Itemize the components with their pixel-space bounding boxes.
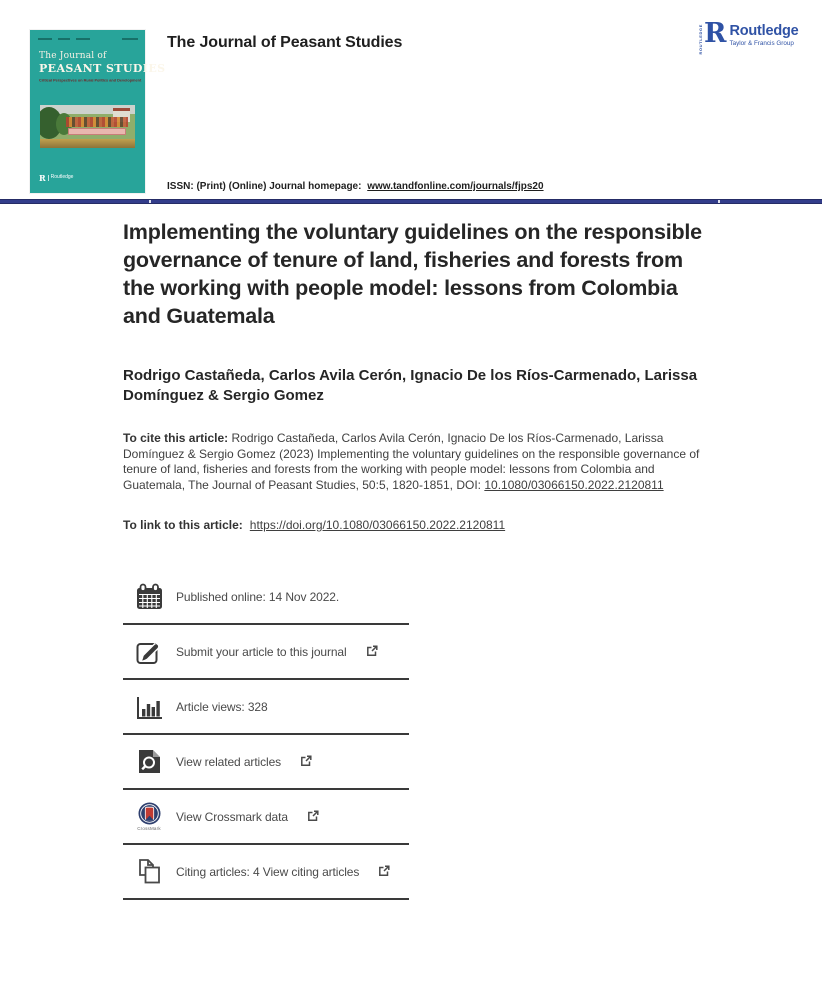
cite-label: To cite this article: (123, 431, 229, 445)
taylor-francis-logo (698, 18, 799, 55)
routledge-vertical-text: ROUTLEDGE (698, 24, 703, 55)
related-articles-label[interactable]: View related articles (176, 754, 282, 769)
external-link-icon (378, 864, 390, 882)
external-link-icon (307, 809, 319, 827)
article-title: Implementing the voluntary guidelines on the responsible governance of tenure of land, fisheries and forests from the working with people model: lessons from Colombia and Guatemala (123, 220, 702, 328)
routledge-r-icon: R (704, 18, 727, 49)
submit-article-row[interactable] (123, 625, 409, 680)
crossmark-caption: CrossMark (137, 826, 161, 831)
doi-link[interactable]: 10.1080/03066150.2022.2120811 (484, 477, 664, 492)
crossmark-row[interactable] (123, 790, 409, 845)
issn-label: ISSN: (Print) (Online) Journal homepage: (167, 181, 362, 192)
doi-url-link[interactable]: https://doi.org/10.1080/03066150.2022.2120811 (249, 518, 506, 532)
copy-pages-icon (135, 858, 163, 885)
article-views-row (123, 680, 409, 735)
issn-homepage-line (167, 181, 544, 192)
journal-homepage-link[interactable]: www.tandfonline.com/journals/fjps20 (367, 181, 544, 192)
routledge-r-glyph: R (39, 173, 46, 183)
cover-journal-title-main: PEASANT STUDIES (39, 62, 166, 75)
taylor-francis-tagline: Taylor & Francis Group (729, 40, 794, 48)
cover-routledge-logo (39, 174, 73, 182)
journal-cover-thumbnail (30, 30, 166, 193)
cover-subtitle: Critical Perspectives on Rural Politics and Development (39, 78, 142, 83)
published-online-label: Published online: 14 Nov 2022. (176, 589, 340, 604)
external-link-icon (366, 644, 378, 662)
cover-artwork (40, 105, 135, 148)
cite-text: Rodrigo Castañeda, Carlos Avila Cerón, Ignacio De los Ríos-Carmenado, Larissa Domínguez & Sergio Gomez (2023) Implementing the voluntary guidelines on the responsible governance of tenure of land, fisheries and forests from the working with people model: lessons from Colombia and Guatemala, The Journal of Peasant Studies, 50:5, 1820-1851, DOI: (123, 431, 700, 492)
header-rule (0, 199, 822, 204)
article-views-label: Article views: 328 (176, 699, 268, 714)
document-search-icon (135, 748, 163, 775)
cover-journal-title-top: The Journal of (39, 51, 107, 61)
link-line (123, 518, 505, 532)
crossmark-logo-icon (135, 802, 163, 831)
pencil-square-icon (135, 639, 163, 665)
calendar-icon (135, 583, 163, 610)
bar-chart-icon (135, 694, 163, 720)
submit-article-label[interactable]: Submit your article to this journal (176, 644, 347, 659)
citation-paragraph (123, 431, 705, 493)
link-label: To link to this article: (123, 518, 243, 532)
routledge-wordmark: Routledge (48, 175, 74, 181)
published-online-row (123, 570, 409, 625)
action-list (123, 570, 409, 900)
citing-articles-row[interactable] (123, 845, 409, 900)
cover-volume-meta (38, 38, 138, 40)
routledge-wordmark: Routledge (729, 23, 799, 39)
external-link-icon (300, 754, 312, 772)
article-authors: Rodrigo Castañeda, Carlos Avila Cerón, Ignacio De los Ríos-Carmenado, Larissa Domínguez & Sergio Gomez (123, 367, 698, 404)
journal-title: The Journal of Peasant Studies (167, 34, 403, 51)
crossmark-label[interactable]: View Crossmark data (176, 809, 288, 824)
related-articles-row[interactable] (123, 735, 409, 790)
citing-articles-label[interactable]: Citing articles: 4 View citing articles (176, 864, 360, 879)
